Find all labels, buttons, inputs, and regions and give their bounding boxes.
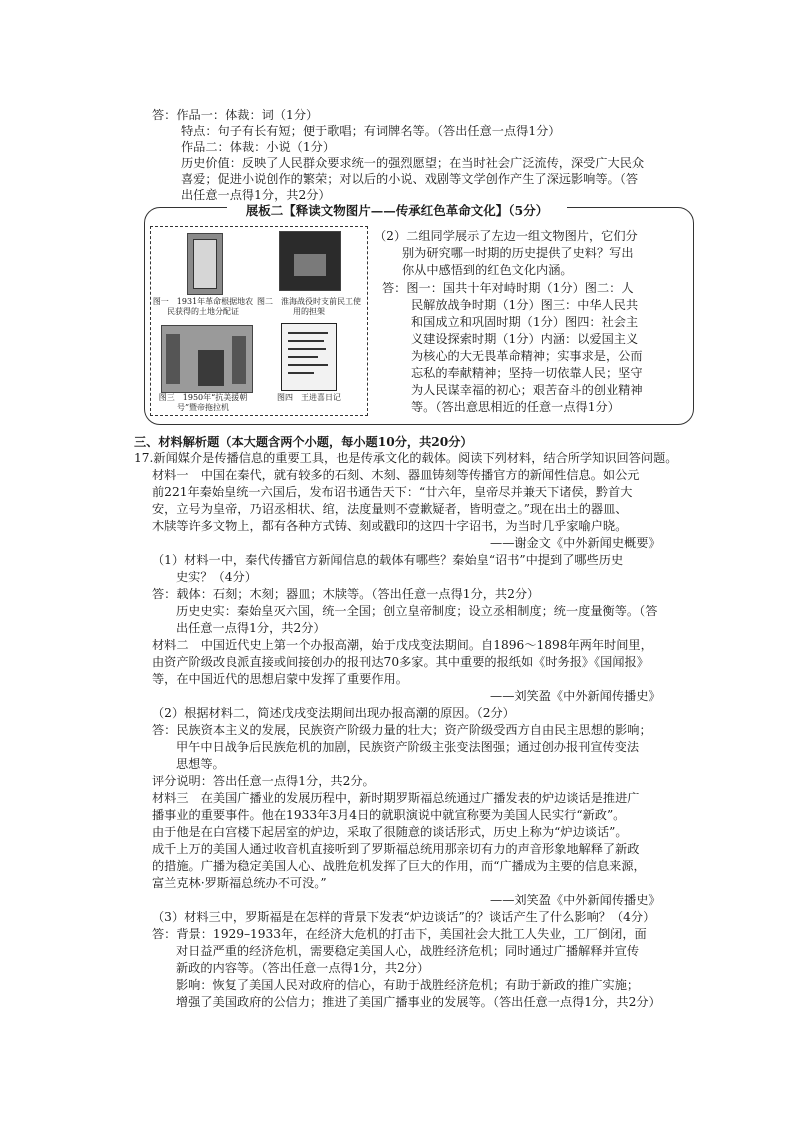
body-line: 安，立号为皇帝，乃诏丞相状、绾，法度量则不壹歉疑者，皆明壹之。”现在出土的器皿、 [152, 502, 628, 516]
body-line: （1）材料一中，秦代传播官方新闻信息的载体有哪些？秦始皇“诏书”中提到了哪些历史 [152, 553, 624, 567]
panel-title: 展板二【释读文物图片——传承红色革命文化】（5分） [227, 203, 567, 220]
body-line: 出任意一点得1分，共2分） [176, 621, 326, 635]
panel-line: 义建设探索时期（1分）内涵：以爱国主义 [411, 332, 639, 346]
body-line: 等，在中国近代的思想启蒙中发挥了重要作用。 [152, 672, 408, 686]
stretcher-image [279, 231, 341, 291]
body-line: 增强了美国政府的公信力；推进了美国广播事业的发展等。（答出任意一点得1分，共2分） [176, 995, 661, 1009]
body-line: 富兰克林·罗斯福总统办不可没。” [152, 876, 327, 890]
panel-line: 你从中感悟到的红色文化内涵。 [402, 263, 573, 277]
body-line: 甲午中日战争后民族危机的加剧，民族资产阶级主张变法图强；通过创办报刊宣传变法 [176, 740, 640, 754]
answer-line: 出任意一点得1分，共2分） [181, 188, 331, 202]
section-heading: 三、材料解析题（本大题含两个小题，每小题10分，共20分） [134, 435, 473, 449]
body-line: 播事业的重要事件。他在1933年3月4日的就职演说中就宣称要为美国人民实行“新政”。 [152, 808, 626, 822]
diary-image [281, 323, 337, 391]
body-line: （3）材料三中，罗斯福是在怎样的背景下发表“炉边谈话”的？谈话产生了什么影响？（4分） [152, 910, 656, 924]
answer-line: 答：作品一：体裁：词（1分） [152, 108, 319, 122]
caption: 图一 1931年革命根据地农民获得的土地分配证 [152, 297, 254, 316]
answer-line: 特点：句子有长有短；便于歌唱；有词牌名等。（答出任意一点得1分） [181, 124, 561, 138]
body-line: 答：背景：1929–1933年，在经济大危机的打击下，美国社会大批工人失业，工厂倒闭，面 [152, 927, 647, 941]
tractor-image [161, 325, 253, 393]
answer-line: 喜爱；促进小说创作的繁荣；对以后的小说、戏剧等文学创作产生了深远影响等。（答 [181, 172, 639, 186]
body-line: 史实？（4分） [176, 570, 257, 584]
body-line: 材料一 中国在秦代，就有较多的石刻、木刻、器皿铸刻等传播官方的新闻性信息。如公元 [152, 468, 640, 482]
body-line: 的措施。广播为稳定美国人心、战胜危机发挥了巨大的作用，而“广播成为主要的信息来源， [152, 859, 646, 873]
body-line: 材料二 中国近代史上第一个办报高潮，始于戊戌变法期间。自1896～1898年两年时间里， [152, 638, 653, 652]
artifact-images-box [150, 226, 368, 416]
source-line: ——刘笑盈《中外新闻传播史》 [490, 893, 661, 907]
source-line: ——谢金文《中外新闻史概要》 [490, 536, 661, 550]
body-line: 由资产阶级改良派直接或间接创办的报刊达70多家。其中重要的报纸如《时务报》《国闻报》 [152, 655, 649, 669]
body-line: 思想等。 [176, 757, 225, 771]
panel-line: 为人民谋幸福的初心；艰苦奋斗的创业精神 [411, 383, 643, 397]
panel-line: 答：图一：国共十年对峙时期（1分）图二：人 [382, 281, 634, 295]
body-line: 评分说明：答出任意一点得1分，共2分。 [152, 774, 375, 788]
caption: 图三 1950年“抗美援朝号”暨帝拖拉机 [158, 393, 248, 412]
body-line: 17.新闻媒介是传播信息的重要工具，也是传承文化的载体。阅读下列材料，结合所学知识回答问题。 [134, 451, 678, 465]
body-line: 答：载体：石刻；木刻；器皿；木牍等。（答出任意一点得1分，共2分） [152, 587, 540, 601]
body-line: 木牍等许多文物上，都有各种方式铸、刻或戳印的这四十字诏书，为当时几乎家喻户晓。 [152, 519, 628, 533]
answer-line: 历史价值：反映了人民群众要求统一的强烈愿望；在当时社会广泛流传，深受广大民众 [181, 156, 645, 170]
source-line: ——刘笑盈《中外新闻传播史》 [490, 689, 661, 703]
panel-line: 别为研究哪一时期的历史提供了史料？写出 [402, 246, 634, 260]
panel-line: 忘私的奉献精神；坚持一切依靠人民；坚守 [411, 366, 643, 380]
body-line: 新政的内容等。（答出任意一点得1分，共2分） [176, 961, 430, 975]
body-line: 影响：恢复了美国人民对政府的信心，有助于战胜经济危机；有助于新政的推广实施； [176, 978, 640, 992]
body-line: 由于他是在白宫楼下起居室的炉边，采取了很随意的谈话形式，历史上称为“炉边谈话”。 [152, 825, 628, 839]
body-line: （2）根据材料二，简述戊戌变法期间出现办报高潮的原因。（2分） [152, 706, 515, 720]
body-line: 前221年秦始皇统一六国后，发布诏书通告天下：“廿六年，皇帝尽并兼天下诸侯，黔首大 [152, 485, 633, 499]
caption: 图二 淮海战役时支前民工使用的担架 [257, 297, 361, 316]
body-line: 成千上万的美国人通过收音机直接听到了罗斯福总统用那亲切有力的声音形象地解释了新政 [152, 842, 640, 856]
body-line: 答：民族资本主义的发展，民族资产阶级力量的壮大；资产阶级受西方自由民主思想的影响； [152, 723, 652, 737]
body-line: 历史史实：秦始皇灭六国，统一全国；创立皇帝制度；设立丞相制度；统一度量衡等。（答 [176, 604, 658, 618]
panel-line: （2）二组同学展示了左边一组文物图片，它们分 [374, 229, 638, 243]
body-line: 对日益严重的经济危机，需要稳定美国人心，战胜经济危机；同时通过广播解释并宣传 [176, 944, 640, 958]
panel-line: 等。（答出意思相近的任意一点得1分） [411, 400, 620, 414]
panel-line: 和国成立和巩固时期（1分）图四：社会主 [411, 315, 639, 329]
panel-line: 民解放战争时期（1分）图三：中华人民共 [411, 298, 639, 312]
panel-line: 为核心的大无畏革命精神；实事求是，公而 [411, 349, 643, 363]
land-certificate-image [187, 233, 223, 295]
caption: 图四 王进喜日记 [277, 393, 341, 402]
answer-line: 作品二：体裁：小说（1分） [181, 140, 336, 154]
body-line: 材料三 在美国广播业的发展历程中，新时期罗斯福总统通过广播发表的炉边谈话是推进广 [152, 791, 640, 805]
